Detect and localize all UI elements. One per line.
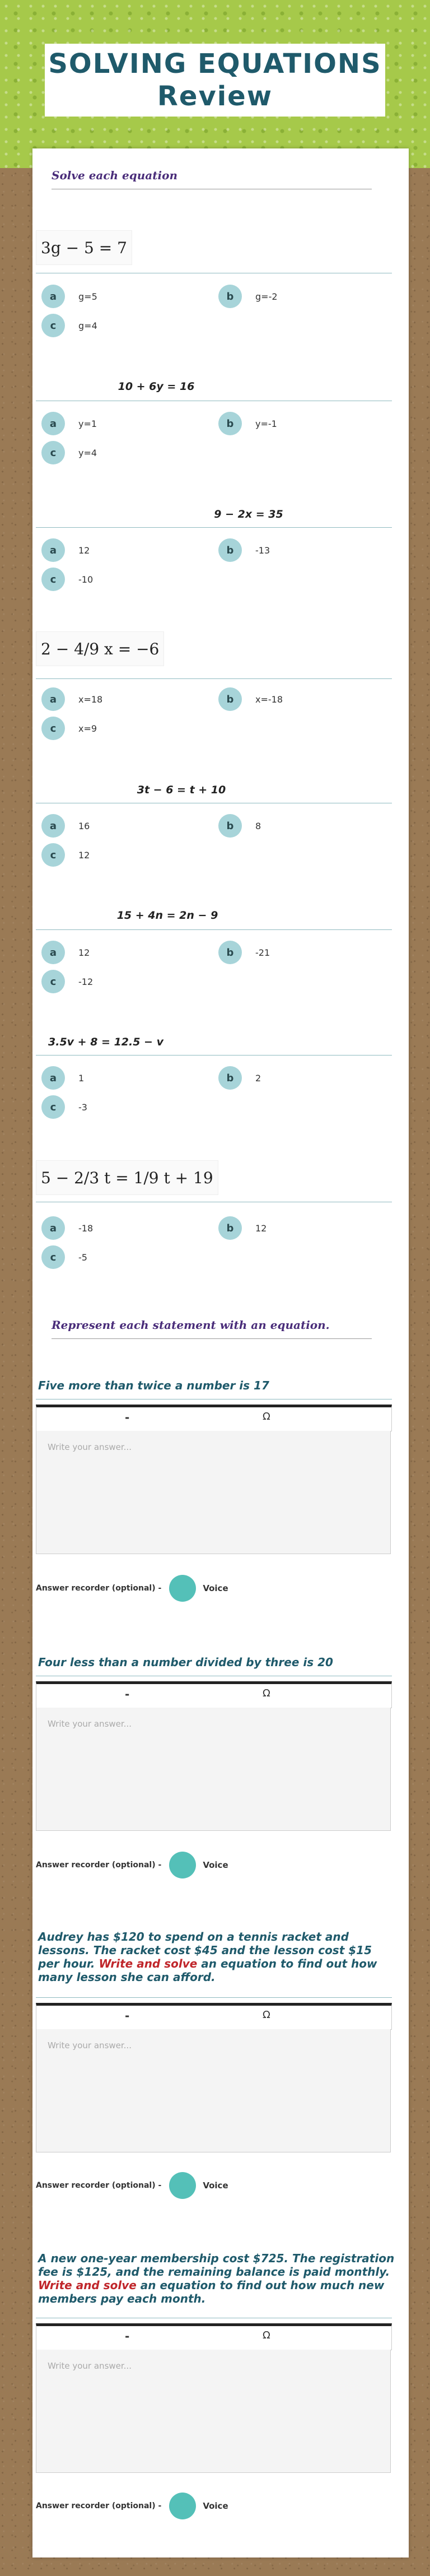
title-box [45,44,385,117]
answer-toolbar [36,2003,392,2030]
option-5b[interactable]: b 8 [218,814,261,838]
question-divider [36,527,392,528]
option-1c[interactable]: c g=4 [41,314,97,337]
section2-divider [52,1338,372,1339]
answer-recorder: Answer recorder (optional) - Voice [36,1575,228,1602]
special-characters-button[interactable]: Ω [263,2329,270,2341]
option-6c[interactable]: c -12 [41,970,93,993]
section1-heading: Solve each equation [52,169,177,182]
answer-recorder: Answer recorder (optional) - Voice [36,2172,228,2199]
word-question-3: Audrey has $120 to spend on a tennis racket and lessons. The racket cost $45 and the lesson cost $15 per hour. Write and solve an equation to find out how many lesson she can afford. [38,1930,377,1984]
answer-toolbar [36,1405,392,1431]
question-6-equation: 15 + 4n = 2n − 9 [116,909,218,922]
question-4-equation: 2 − 4/9 x = −6 [36,631,164,666]
answer-recorder: Answer recorder (optional) - Voice [36,1852,228,1878]
answer-recorder: Answer recorder (optional) - Voice [36,2493,228,2519]
question-7-equation: 3.5v + 8 = 12.5 − v [48,1036,163,1048]
word-question-1: Five more than twice a number is 17 [38,1379,269,1392]
answer-input[interactable]: Write your answer... [36,2029,391,2152]
option-8c[interactable]: c -5 [41,1245,87,1269]
option-2b[interactable]: b y=-1 [218,412,277,435]
special-characters-button[interactable]: Ω [263,1687,270,1699]
option-6b[interactable]: b -21 [218,941,270,964]
option-5c[interactable]: c 12 [41,843,90,867]
option-4c[interactable]: c x=9 [41,717,97,740]
answer-input[interactable]: Write your answer... [36,2350,391,2473]
question-1-equation: 3g − 5 = 7 [36,230,132,265]
answer-input[interactable]: Write your answer... [36,1708,391,1831]
word-question-4: A new one-year membership cost $725. The registration fee is $125, and the remaining balance is paid monthly. Write and solve an equation to find out how much new members pay each month. [38,2252,395,2305]
option-3c[interactable]: c -10 [41,568,93,591]
option-1b[interactable]: b g=-2 [218,285,278,308]
option-7a[interactable]: a 1 [41,1066,84,1090]
question-divider [36,1997,392,1998]
option-4b[interactable]: b x=-18 [218,687,283,711]
answer-input[interactable]: Write your answer... [36,1431,391,1554]
page-title-line2: Review [157,81,273,112]
option-5a[interactable]: a 16 [41,814,90,838]
record-voice-button[interactable] [169,1852,196,1878]
option-1a[interactable]: a g=5 [41,285,97,308]
question-2-equation: 10 + 6y = 16 [118,380,195,393]
question-8-equation: 5 − 2/3 t = 1/9 t + 19 [36,1160,218,1195]
word-question-2: Four less than a number divided by three is 20 [38,1656,333,1669]
option-8b[interactable]: b 12 [218,1216,267,1240]
subscript-button[interactable]: - [125,2009,130,2022]
question-3-equation: 9 − 2x = 35 [214,508,283,520]
record-voice-button[interactable] [169,2172,196,2199]
record-voice-button[interactable] [169,2493,196,2519]
question-5-equation: 3t − 6 = t + 10 [137,784,226,796]
question-divider [36,929,392,930]
worksheet-card [32,148,409,2558]
page-title-line1: SOLVING EQUATIONS [48,48,382,80]
option-6a[interactable]: a 12 [41,941,90,964]
option-4a[interactable]: a x=18 [41,687,102,711]
option-2c[interactable]: c y=4 [41,441,97,464]
option-2a[interactable]: a y=1 [41,412,97,435]
option-3a[interactable]: a 12 [41,538,90,562]
record-voice-button[interactable] [169,1575,196,1602]
answer-toolbar [36,1681,392,1708]
special-characters-button[interactable]: Ω [263,1411,270,1422]
option-3b[interactable]: b -13 [218,538,270,562]
option-7c[interactable]: c -3 [41,1095,87,1119]
section2-heading: Represent each statement with an equation. [52,1318,330,1332]
option-8a[interactable]: a -18 [41,1216,93,1240]
option-7b[interactable]: b 2 [218,1066,261,1090]
subscript-button[interactable]: - [125,2329,130,2343]
subscript-button[interactable]: - [125,1411,130,1424]
question-divider [36,678,392,679]
subscript-button[interactable]: - [125,1687,130,1701]
answer-toolbar [36,2323,392,2350]
special-characters-button[interactable]: Ω [263,2009,270,2021]
